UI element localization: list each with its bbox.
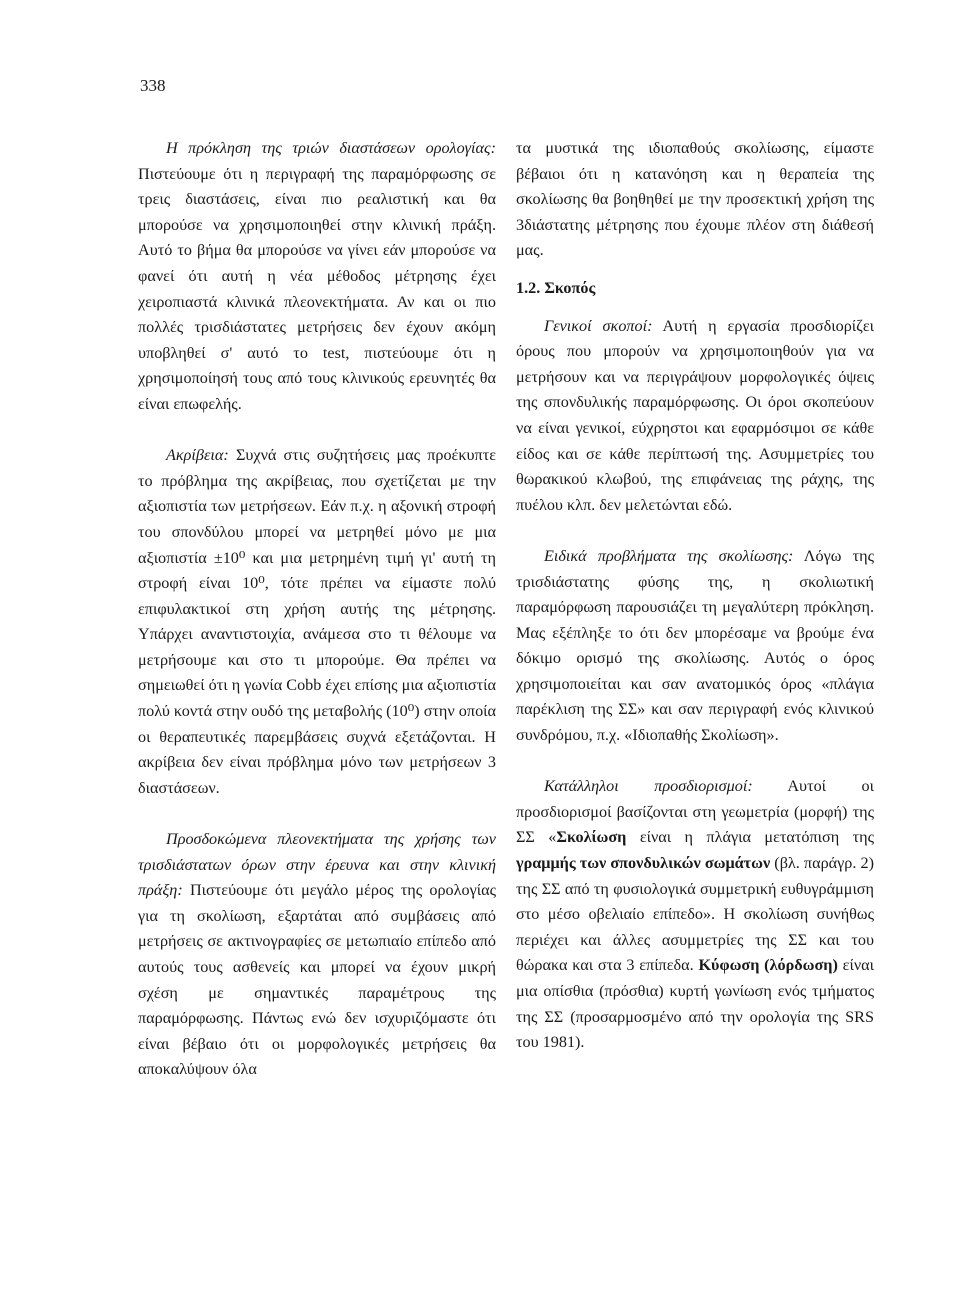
paragraph-accuracy — [138, 443, 496, 801]
page-number: 338 — [140, 76, 166, 95]
paragraph-general-aims — [516, 314, 874, 519]
paragraph-text: (βλ. παράγρ. 2) της ΣΣ από τη φυσιολογικά συμμετρική ευθυγράμμιση στο μέσο οβελιαίο επίπεδο». Η σκολίωση συνήθως περιέχει και άλλες ασυμμετρίες της ΣΣ και του θώρακα και στα 3 επίπεδα. — [516, 854, 874, 975]
paragraph-text: Αυτή η εργασία προσδιορίζει όρους που μπορούν να χρησιμοποιηθούν για να μετρήσουν και να περιγράψουν μορφολογικές όψεις της σπονδυλικής παραμόρφωσης. Οι όροι σκοπεύουν να είναι γενικοί, εύχρηστοι και εφαρμόσιμοι σε κάθε είδος και σε κάθε περίπτωσή της. Ασυμμετρίες του θωρακικού κλωβού, της επιφάνειας της ράχης, της πυέλου κλπ. δεν μελετώνται εδώ. — [516, 316, 874, 514]
paragraph-3d-terminology — [138, 136, 496, 418]
paragraph-text: είναι μια οπίσθια (πρόσθια) κυρτή γωνίωση ενός τμήματος της ΣΣ (προσαρμοσμένο από την ορολογία της SRS του 1981). — [516, 956, 874, 1052]
paragraph-title: Κατάλληλοι προσδιορισμοί: — [544, 777, 753, 796]
paragraph-title: Ακρίβεια: — [166, 446, 229, 465]
paragraph-text: Πιστεύουμε ότι μεγάλο μέρος της ορολογίας για τη σκολίωση, εξαρτάται από συμβάσεις από μετρήσεις σε ακτινογραφίες σε μετωπιαίο επίπεδο από αυτούς τους ασθενείς και μπορεί να έχουν μικρή σχέση με σημαντικές παραμέτρους της παραμόρφωσης. Πάντως ενώ δεν ισχυριζόμαστε ότι είναι βέβαιο ότι οι μορφολογικές μετρήσεις θα αποκαλύψουν όλα — [138, 881, 496, 1079]
section-heading: 1.2. Σκοπός — [516, 278, 596, 297]
term-scoliosis: Σκολίωση — [556, 828, 627, 847]
paragraph-title: Προσδοκώμενα πλεονεκτήματα της χρήσης των τρισδιάστατων όρων στην έρευνα και στην κλινική πράξη: — [138, 830, 496, 900]
left-column — [138, 136, 496, 1083]
term-vertebral-line: γραμμής των σπονδυλικών σωμάτων — [516, 854, 771, 873]
paragraph-text: Πιστεύουμε ότι η περιγραφή της παραμόρφωσης σε τρεις διαστάσεις, είναι πιο ρεαλιστική και θα μπορούσε να χρησιμοποιηθεί στην κλινική πράξη. Αυτό το βήμα θα μπορούσε να γίνει εάν μπορούσε να φανεί ότι αυτή η νέα μέθοδος μέτρησης έχει χειροπιαστά κλινικά πλεονεκτήματα. Αν και οι πιο πολλές τρισδιάστατες μετρήσεις δεν έχουν ακόμη υποβληθεί σ' αυτό το test, πιστεύουμε ότι η χρησιμοποίησή τους από τους κλινικούς ερευνητές θα είναι επωφελής. — [138, 164, 496, 413]
paragraph-expected-advantages — [138, 827, 496, 1083]
term-kyphosis: Κύφωση (λόρδωση) — [698, 956, 838, 975]
paragraph-text: είναι η πλάγια μετατόπιση της — [626, 828, 874, 847]
paragraph-special-problems — [516, 544, 874, 749]
paragraph-title: Ειδικά προβλήματα της σκολίωσης: — [544, 546, 794, 565]
paragraph-text: Συχνά στις συζητήσεις μας προέκυπτε το πρόβλημα της ακρίβειας, που σχετίζεται με την αξιοπιστία των μετρήσεων. Εάν π.χ. η αξονική στροφή του σπονδύλου μπορεί να μετρηθεί μόνο με μια αξιοπιστία ±10⁰ και μια μετρημένη τιμή γι' αυτή τη στροφή είναι 10⁰, τότε πρέπει να είμαστε πολύ επιφυλακτικοί στη χρήση αυτής της μέτρησης. Υπάρχει αναντιστοιχία, ανάμεσα στο τι θέλουμε να μετρήσουμε και στο τι μπορούμε. Θα πρέπει να σημειωθεί ότι η γωνία Cobb έχει επίσης μια αξιοπιστία πολύ κοντά στην ουδό της μεταβολής (10⁰) στην οποία οι θεραπευτικές παρεμβάσεις συχνά εξετάζονται. Η ακρίβεια δεν είναι πρόβλημα μόνο των μετρήσεων 3 διαστάσεων. — [138, 446, 496, 797]
paragraph-title: Η πρόκληση της τριών διαστάσεων ορολογίας: — [166, 139, 496, 157]
paragraph-title: Γενικοί σκοποί: — [544, 316, 653, 335]
right-column — [516, 136, 874, 1056]
paragraph-appropriate-definitions — [516, 774, 874, 1056]
paragraph-text: Λόγω της τρισδιάστατης φύσης της, η σκολιωτική παραμόρφωση παρουσιάζει τη μεγαλύτερη πρόκληση. Μας εξέπληξε το ότι δεν μπορέσαμε να βρούμε ένα δόκιμο ορισμό της σκολίωσης. Αυτός ο όρος χρησιμοποιείται και σαν ανατομικός όρος «πλάγια παρέκλιση της ΣΣ» και σαν περιγραφή ενός κλινικού συνδρόμου, π.χ. «Ιδιοπαθής Σκολίωση». — [516, 546, 874, 745]
paragraph-text: Αυτοί οι προσδιορισμοί βασίζονται στη γεωμετρία (μορφή) της ΣΣ « — [516, 777, 875, 847]
paragraph-continuation: τα μυστικά της ιδιοπαθούς σκολίωσης, είμαστε βέβαιοι ότι η κατανόηση και η θεραπεία της σκολίωσης θα βοηθηθεί με την προσεκτική χρήση της 3διάστατης μέτρησης που έχουμε πλέον στη διάθεσή μας. — [516, 139, 874, 260]
